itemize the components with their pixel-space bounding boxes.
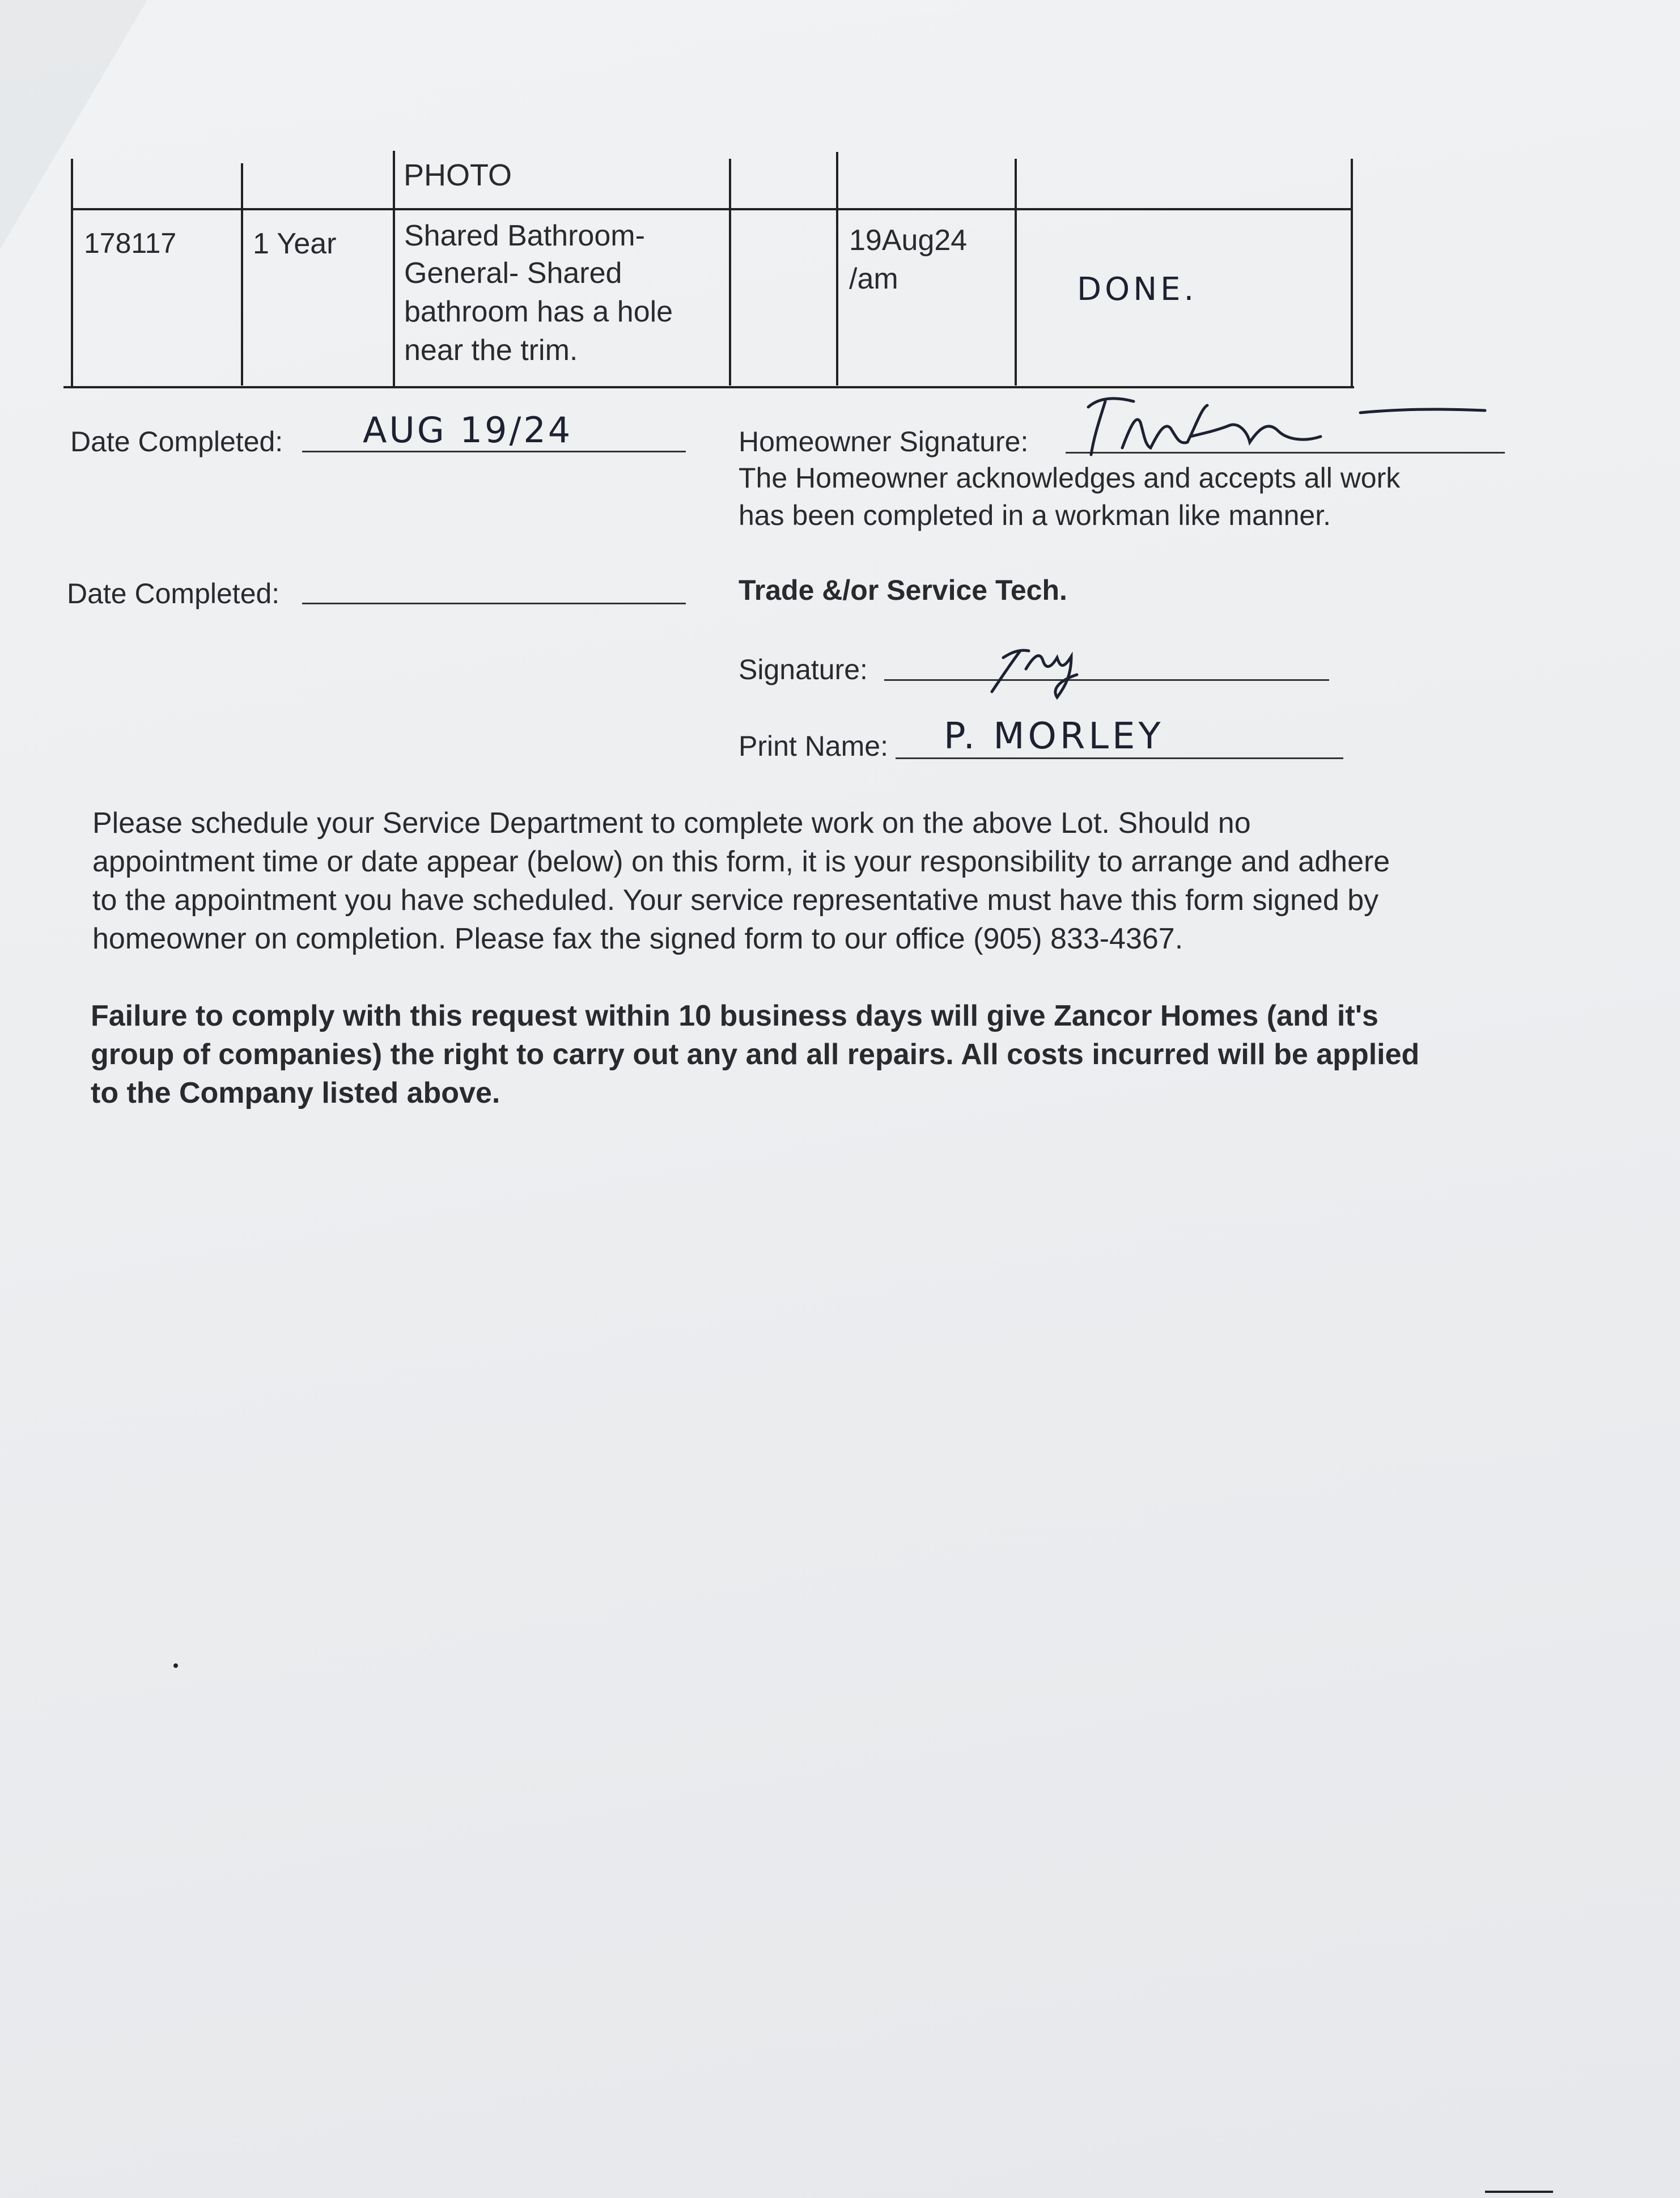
table-col-border <box>1015 159 1017 386</box>
print-name-handwritten: P. MORLEY <box>944 715 1164 757</box>
table-row-divider <box>71 208 1353 210</box>
tech-signature-image <box>986 635 1134 703</box>
status-handwritten: DONE. <box>1077 271 1198 308</box>
table-col-border <box>729 159 731 386</box>
table-bottom-border <box>63 386 1354 388</box>
date-completed-line <box>302 451 686 452</box>
homeowner-signature-label: Homeowner Signature: <box>739 426 1029 458</box>
warranty-period-cell: 1 Year <box>253 227 337 260</box>
date-completed-line-2 <box>302 603 686 604</box>
description-line: bathroom has a hole <box>404 295 673 328</box>
print-name-label: Print Name: <box>739 730 888 762</box>
homeowner-acknowledgement-line1: The Homeowner acknowledges and accepts all work <box>739 462 1401 494</box>
table-col-border <box>71 159 73 387</box>
lot-number-cell: 178117 <box>84 227 177 259</box>
scheduling-instructions: Please schedule your Service Department to complete work on the above Lot. Should no appointment time or date appear (below) on this form, it is your responsibility to arrange and adhere to the appointment you have scheduled. Your service representative must have this form signed by homeowner on completion. Please fax the signed form to our office (905) 833-4367. <box>92 807 1390 955</box>
table-header-photo: PHOTO <box>404 158 512 192</box>
description-line: near the trim. <box>404 334 578 367</box>
date-completed-label: Date Completed: <box>70 426 283 458</box>
print-name-line <box>896 757 1343 759</box>
description-line: General- Shared <box>404 257 622 290</box>
trade-heading: Trade &/or Service Tech. <box>739 574 1067 606</box>
date-completed-handwritten: AUG 19/24 <box>363 409 573 451</box>
appointment-time: /am <box>849 262 898 295</box>
ink-dot <box>173 1663 178 1668</box>
description-line: Shared Bathroom- <box>404 219 645 252</box>
homeowner-signature-image <box>1066 391 1496 459</box>
failure-to-comply-warning: Failure to comply with this request within 10 business days will give Zancor Homes (and it's group of companies) the right to carry out any and all repairs. All costs incurred will be applied to the Company listed above. <box>91 1000 1420 1109</box>
appointment-date: 19Aug24 <box>849 224 968 257</box>
page-corner-shadow <box>0 0 147 249</box>
table-col-border <box>393 151 395 386</box>
date-completed-label-2: Date Completed: <box>67 578 280 609</box>
homeowner-acknowledgement-line2: has been completed in a workman like manner. <box>739 499 1331 531</box>
table-col-border <box>1351 159 1353 387</box>
table-col-border <box>241 163 243 386</box>
tech-signature-label: Signature: <box>739 654 868 685</box>
edge-mark <box>1485 2191 1553 2193</box>
table-col-border <box>836 152 838 386</box>
